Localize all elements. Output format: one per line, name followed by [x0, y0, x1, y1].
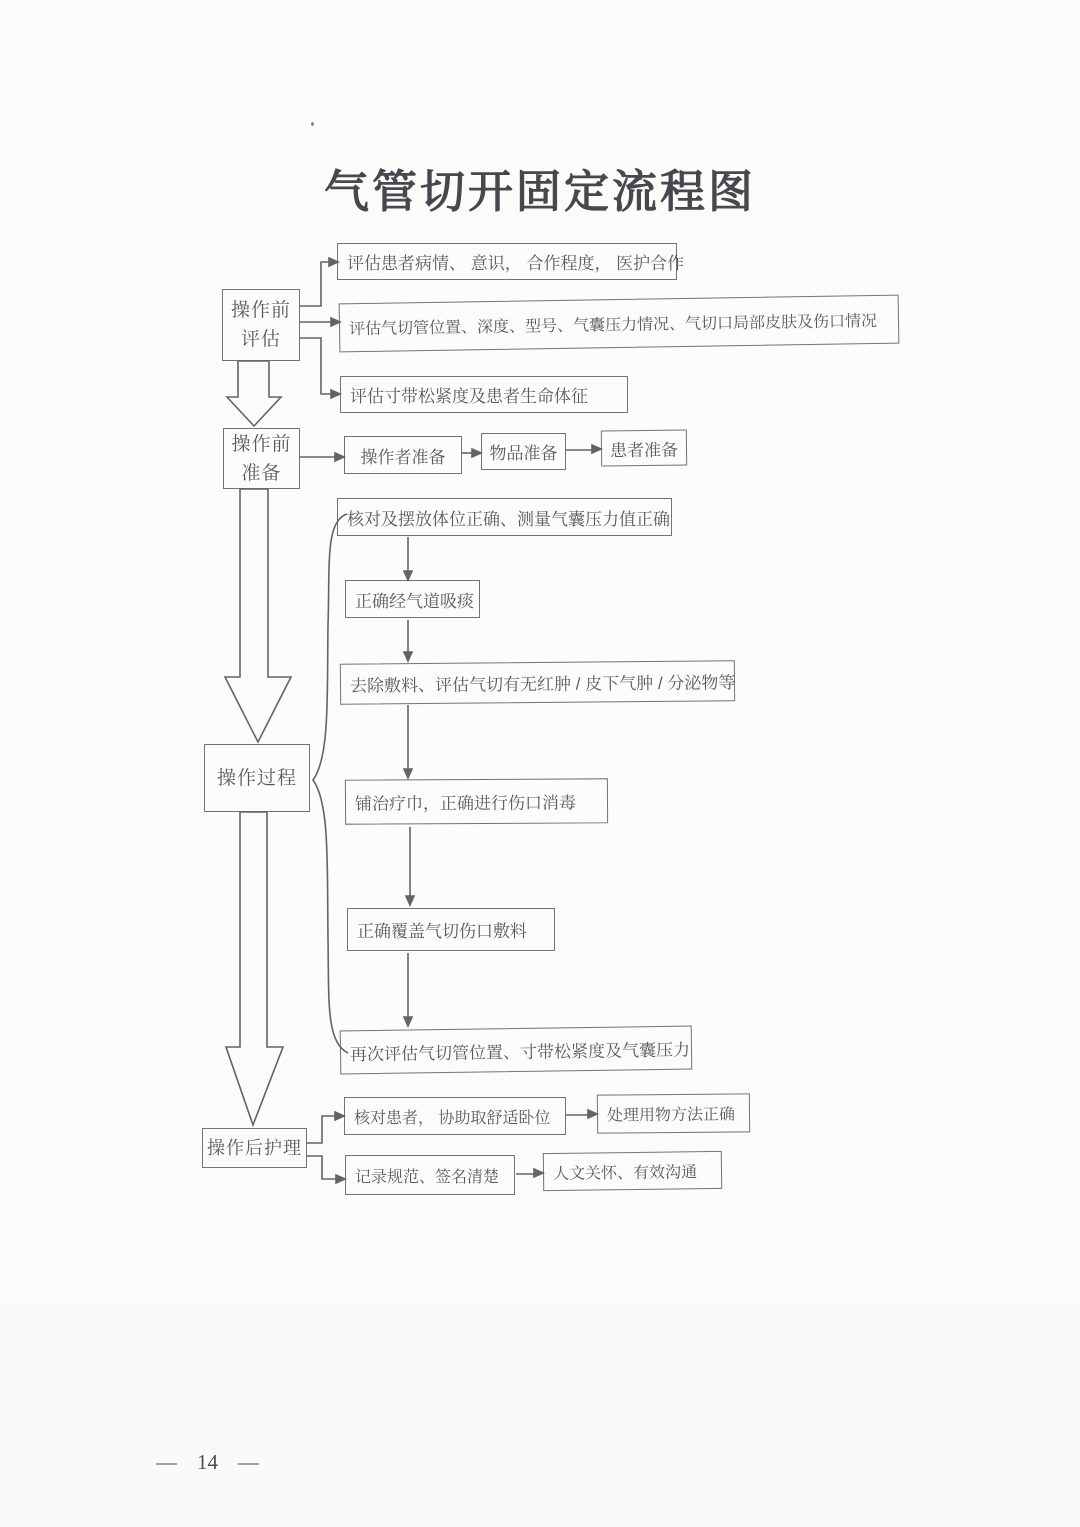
process-step-text: 再次评估气切管位置、寸带松紧度及气囊压力	[349, 1040, 691, 1064]
aftercare-step-text: 人文关怀、有效沟通	[552, 1163, 698, 1183]
stage-aftercare	[202, 1128, 307, 1168]
block-arrow-process-to-aftercare	[226, 812, 283, 1125]
process-step-box	[340, 1026, 693, 1075]
assessment-item-text: 评估寸带松紧度及患者生命体征	[350, 387, 588, 406]
assessment-item-text: 评估气切管位置、深度、型号、气囊压力情况、气切口局部皮肤及伤口情况	[348, 312, 878, 339]
aftercare-step-box	[345, 1155, 515, 1195]
preparation-step-text: 操作者准备	[360, 447, 446, 467]
stage-pre-assessment	[222, 289, 300, 361]
arrowhead	[472, 449, 481, 457]
process-step-text: 去除敷料、评估气切有无红肿 / 皮下气肿 / 分泌物等	[349, 673, 736, 696]
assessment-item-box	[340, 376, 628, 413]
process-step-box	[340, 660, 735, 704]
aftercare-step-box	[597, 1093, 750, 1133]
stage-process	[204, 744, 310, 812]
footer-dash: —	[238, 1450, 259, 1474]
stage-label-line: 准备	[241, 462, 282, 484]
stage-label-line: 评估	[240, 329, 281, 350]
process-step-text: 核对及摆放体位正确、测量气囊压力值正确	[347, 509, 670, 529]
arrowhead	[331, 390, 340, 398]
stage-label-line: 操作过程	[216, 767, 297, 789]
aftercare-step-text: 记录规范、签名清楚	[355, 1168, 500, 1186]
aftercare-step-text: 处理用物方法正确	[606, 1106, 736, 1125]
stage-label-line: 操作前	[230, 300, 291, 321]
aftercare-step-box	[344, 1097, 566, 1135]
arrow-assessment-3	[300, 338, 332, 394]
arrowhead	[404, 652, 412, 661]
process-brace	[313, 514, 348, 1053]
block-arrow-assessment-to-preparation	[227, 361, 281, 426]
assessment-item-text: 评估患者病情、 意识， 合作程度， 医护合作	[347, 254, 685, 273]
footer-number: 14	[197, 1450, 218, 1474]
assessment-item-box	[337, 243, 685, 280]
arrowhead	[335, 1112, 344, 1120]
stage-label-line: 操作后护理	[207, 1137, 302, 1158]
stage-label-line: 操作前	[231, 433, 292, 455]
arrow-aftercare-1	[307, 1116, 336, 1143]
assessment-item-box	[339, 295, 900, 353]
page-title: 气管切开固定流程图	[323, 166, 756, 217]
arrow-aftercare-2	[307, 1156, 337, 1179]
arrow-assessment-1	[300, 262, 330, 306]
process-step-box	[345, 580, 480, 618]
process-step-box	[345, 778, 608, 824]
block-arrow-preparation-to-process	[225, 489, 291, 742]
preparation-step-box	[344, 436, 462, 474]
preparation-step-text: 患者准备	[609, 440, 679, 460]
process-step-text: 正确经气道吸痰	[355, 591, 474, 611]
arrowhead	[336, 1175, 345, 1183]
preparation-step-box	[601, 430, 687, 467]
process-step-box	[337, 498, 672, 536]
arrowhead	[404, 769, 412, 778]
arrowhead	[406, 896, 414, 905]
arrowhead	[592, 445, 601, 453]
aftercare-step-box	[543, 1151, 722, 1191]
process-step-box	[347, 908, 555, 951]
arrowhead	[335, 453, 344, 461]
process-step-text: 正确覆盖气切伤口敷料	[357, 922, 527, 941]
stage-pre-preparation	[223, 428, 300, 489]
preparation-step-text: 物品准备	[489, 444, 558, 463]
page-number	[156, 1450, 259, 1475]
preparation-step-box	[481, 433, 566, 470]
arrowhead	[588, 1110, 597, 1118]
arrowhead	[404, 1017, 412, 1026]
aftercare-step-text: 核对患者， 协助取舒适卧位	[354, 1109, 551, 1127]
arrowhead	[534, 1169, 543, 1177]
footer-dash: —	[156, 1450, 177, 1474]
process-step-text: 铺治疗巾，正确进行伤口消毒	[354, 793, 577, 814]
arrowhead	[404, 571, 412, 580]
